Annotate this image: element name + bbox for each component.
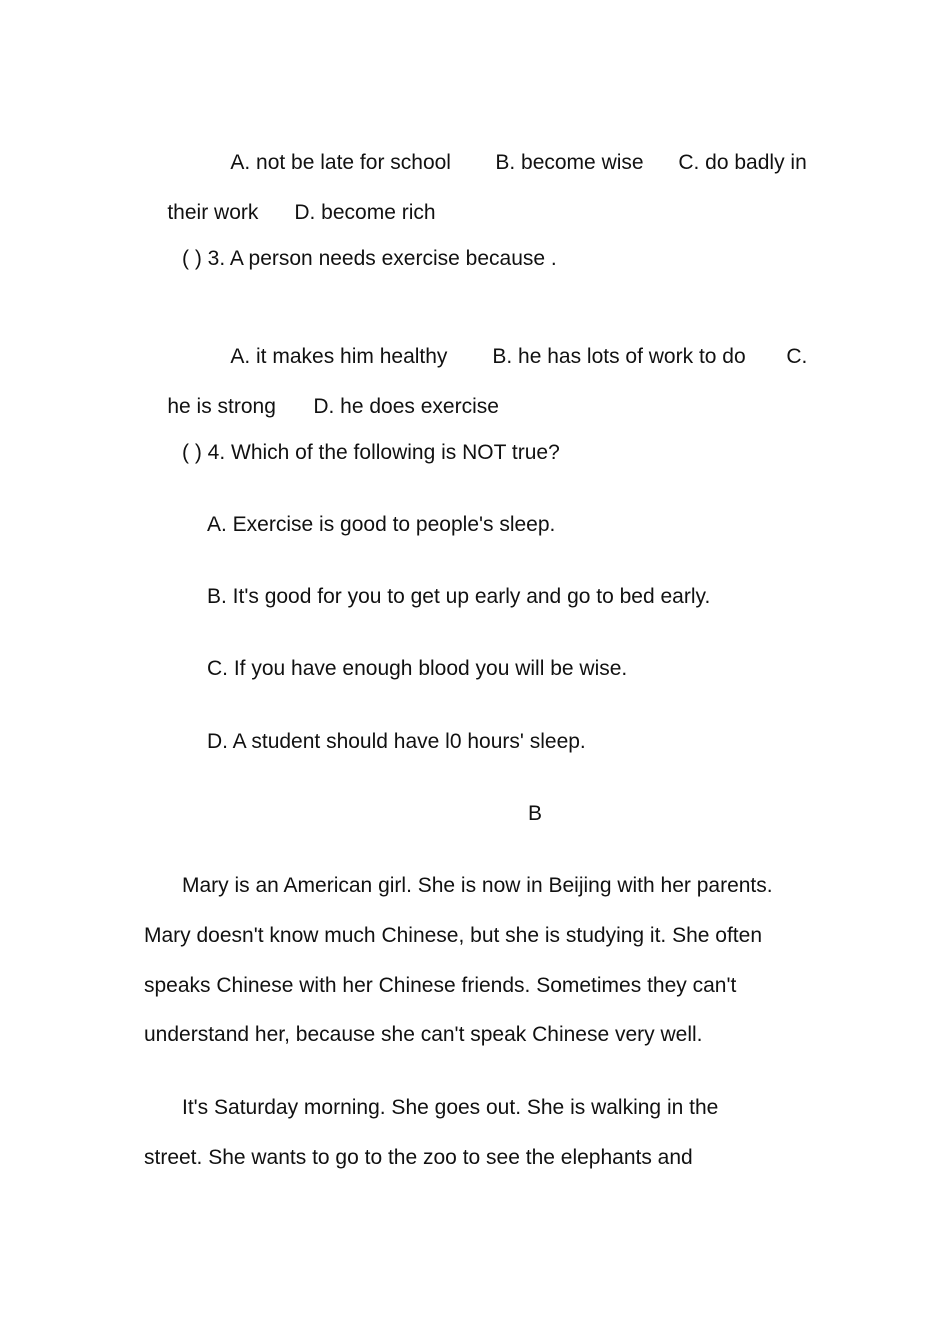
q2-option-b: B. become wise — [495, 151, 644, 174]
q3-option-c-continued: he is strong — [167, 395, 276, 418]
q4-stem: ( ) 4. Which of the following is NOT true? — [182, 441, 560, 464]
passage-p1-line-4: understand her, because she can't speak Chinese very well. — [144, 1023, 703, 1046]
q3-option-d: D. he does exercise — [313, 395, 499, 418]
passage-p1-line-2: Mary doesn't know much Chinese, but she is studying it. She often — [144, 924, 763, 947]
q3-stem: ( ) 3. A person needs exercise because . — [182, 247, 557, 270]
passage-p1-line-1: Mary is an American girl. She is now in Beijing with her parents. — [182, 874, 773, 897]
q2-option-d: D. become rich — [294, 201, 436, 224]
q2-option-a: A. not be late for school — [230, 151, 451, 174]
q2-option-c-continued: their work — [167, 201, 259, 224]
q3-option-a: A. it makes him healthy — [230, 345, 448, 368]
q4-option-a: A. Exercise is good to people's sleep. — [207, 513, 556, 536]
q3-option-b: B. he has lots of work to do — [492, 345, 746, 368]
passage-p2-line-2: street. She wants to go to the zoo to see the elephants and — [144, 1146, 693, 1169]
q4-option-b: B. It's good for you to get up early and go to bed early. — [207, 585, 711, 608]
q3-option-c: C. — [786, 345, 808, 368]
passage-p2-line-1: It's Saturday morning. She goes out. She is walking in the — [182, 1096, 719, 1119]
q4-option-c: C. If you have enough blood you will be wise. — [207, 657, 628, 680]
q2-option-c: C. do badly in — [678, 151, 807, 174]
q4-option-d: D. A student should have l0 hours' sleep. — [207, 730, 586, 753]
section-b-heading: B — [528, 802, 543, 825]
passage-p1-line-3: speaks Chinese with her Chinese friends. Sometimes they can't — [144, 974, 737, 997]
